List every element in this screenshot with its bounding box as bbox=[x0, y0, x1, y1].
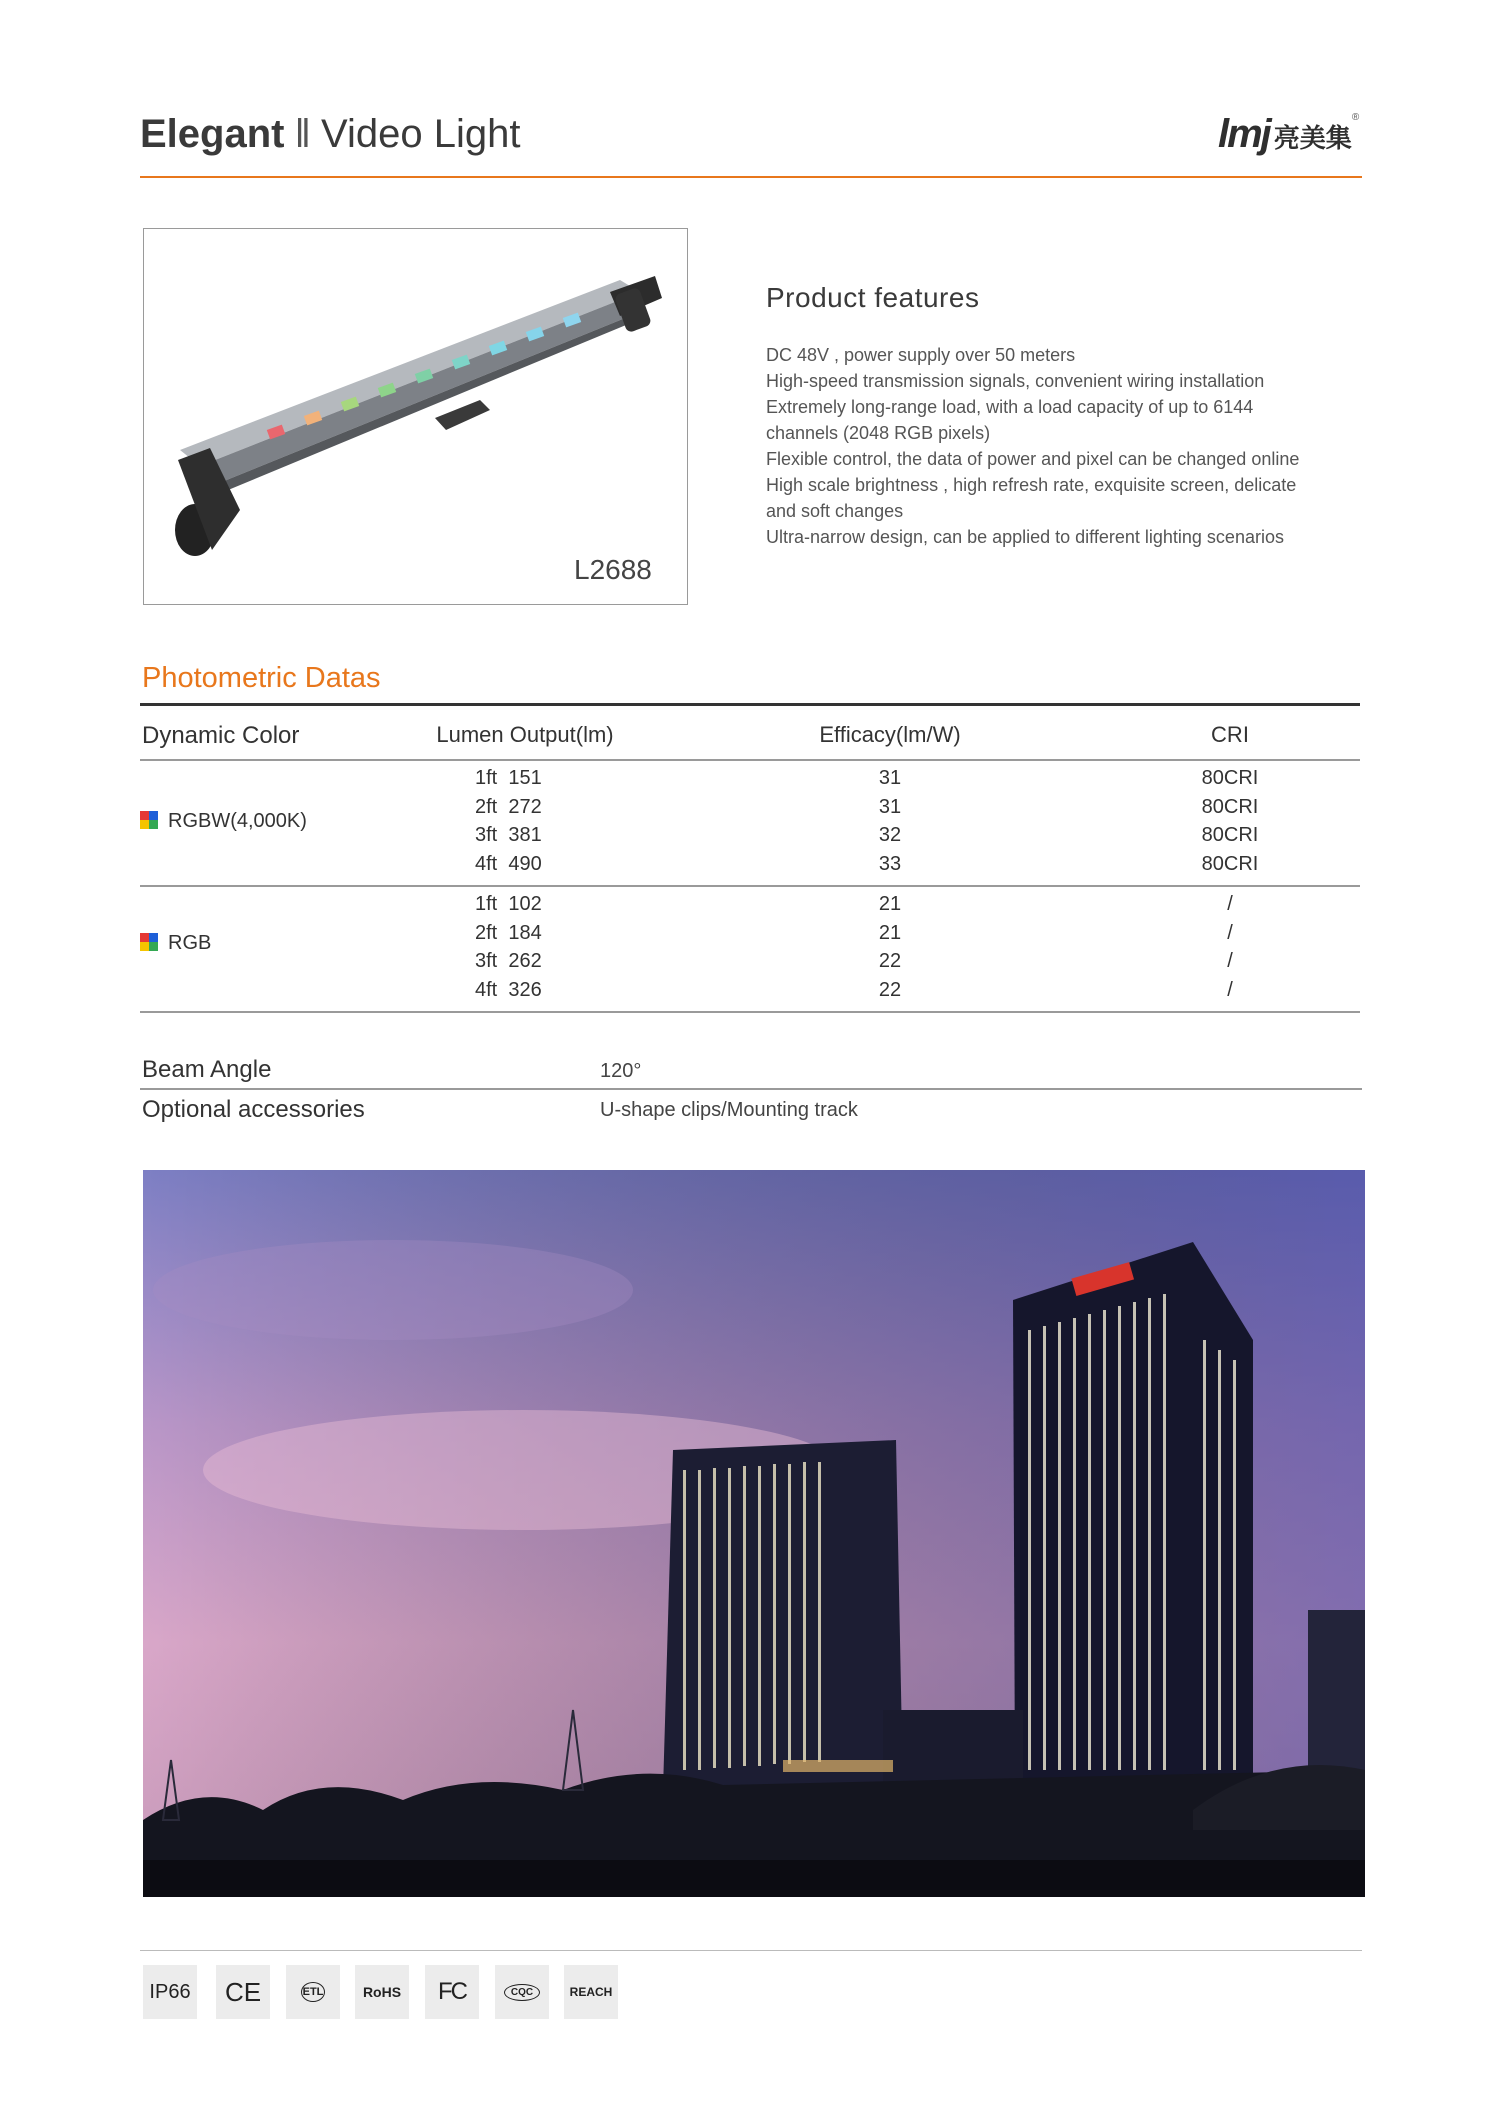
beam-angle-value: 120° bbox=[600, 1060, 642, 1082]
logo-registered: ® bbox=[1351, 112, 1360, 123]
cri-column-rgbw bbox=[1170, 764, 1290, 878]
cri-value: / bbox=[1227, 978, 1233, 1001]
page-title bbox=[140, 112, 520, 157]
cri-value: / bbox=[1227, 893, 1233, 915]
row-group-rgbw bbox=[140, 810, 307, 833]
features-heading: Product features bbox=[766, 282, 980, 313]
efficacy-value: 22 bbox=[878, 978, 902, 1001]
header-efficacy: Efficacy(lm/W) bbox=[819, 722, 961, 747]
feature-line: Flexible control, the data of power and pixel can be changed online bbox=[766, 449, 1300, 469]
fc-badge: FC bbox=[425, 1965, 479, 2019]
feature-line: High-speed transmission signals, convenient wiring installation bbox=[766, 371, 1265, 391]
lumen-column-rgbw bbox=[475, 764, 542, 878]
cri-value: 80CRI bbox=[1201, 767, 1259, 789]
efficacy-column-rgb bbox=[840, 890, 940, 1004]
table-group-rule bbox=[140, 885, 1360, 887]
cqc-mark-icon: CQC bbox=[504, 1984, 540, 2001]
feature-line: Ultra-narrow design, can be applied to different lighting scenarios bbox=[766, 527, 1284, 547]
feature-line: channels (2048 RGB pixels) bbox=[766, 423, 991, 443]
header-dynamic-color: Dynamic Color bbox=[142, 722, 300, 749]
ce-badge: CE bbox=[216, 1965, 270, 2019]
lumen-value: 3ft 381 bbox=[475, 824, 542, 846]
lumen-value: 4ft 490 bbox=[475, 852, 542, 875]
cri-column-rgb bbox=[1170, 890, 1290, 1004]
logo-mark: lmj bbox=[1218, 112, 1270, 156]
model-number: L2688 bbox=[574, 554, 652, 585]
table-header-rule bbox=[140, 759, 1360, 761]
cri-value: / bbox=[1227, 950, 1233, 972]
accessories-value: U-shape clips/Mounting track bbox=[600, 1099, 858, 1121]
header-cri: CRI bbox=[1211, 722, 1249, 747]
feature-line: Extremely long-range load, with a load capacity of up to 6144 bbox=[766, 397, 1254, 417]
lumen-value: 2ft 184 bbox=[475, 921, 542, 944]
led-pixels bbox=[267, 313, 581, 440]
header-divider bbox=[140, 176, 1362, 178]
feature-line: High scale brightness , high refresh rate, exquisite screen, delicate bbox=[766, 475, 1297, 495]
efficacy-value: 31 bbox=[878, 795, 902, 818]
cri-value: 80CRI bbox=[1201, 852, 1259, 875]
title-rest: Video Light bbox=[321, 112, 521, 156]
row-group-rgb bbox=[140, 932, 211, 955]
dynamic-color-label: RGB bbox=[168, 932, 212, 954]
cqc-badge bbox=[495, 1965, 549, 2019]
lumen-value: 3ft 262 bbox=[475, 950, 542, 972]
color-swatch-icon bbox=[140, 811, 158, 829]
color-swatch-icon bbox=[140, 933, 158, 951]
cri-value: 80CRI bbox=[1201, 795, 1259, 818]
photometric-heading: Photometric Datas bbox=[142, 662, 381, 694]
efficacy-value: 32 bbox=[878, 824, 902, 846]
lumen-value: 2ft 272 bbox=[475, 795, 542, 818]
specs-divider bbox=[140, 1088, 1362, 1090]
header-lumen-output: Lumen Output(lm) bbox=[436, 722, 614, 747]
efficacy-value: 22 bbox=[878, 950, 902, 972]
efficacy-value: 33 bbox=[878, 852, 902, 875]
logo-chinese: 亮美集 bbox=[1273, 123, 1352, 153]
cri-value: 80CRI bbox=[1201, 824, 1259, 846]
title-bold: Elegant bbox=[140, 112, 285, 156]
skyline-illustration bbox=[143, 1170, 1365, 1897]
efficacy-value: 21 bbox=[878, 893, 902, 915]
product-image bbox=[150, 250, 670, 570]
ip66-badge: IP66 bbox=[143, 1965, 197, 2019]
lumen-value: 1ft 102 bbox=[475, 893, 542, 915]
application-photo bbox=[143, 1170, 1365, 1897]
lumen-value: 4ft 326 bbox=[475, 978, 542, 1001]
etl-badge bbox=[286, 1965, 340, 2019]
dynamic-color-label: RGBW(4,000K) bbox=[168, 810, 307, 832]
table-bottom-rule bbox=[140, 1011, 1360, 1013]
reach-badge: REACH bbox=[564, 1965, 618, 2019]
rohs-badge: RoHS bbox=[355, 1965, 409, 2019]
brand-logo bbox=[1218, 112, 1359, 157]
accessories-label: Optional accessories bbox=[142, 1096, 365, 1123]
lumen-value: 1ft 151 bbox=[475, 767, 542, 789]
beam-angle-label: Beam Angle bbox=[142, 1056, 272, 1083]
efficacy-value: 31 bbox=[878, 767, 902, 789]
footer-divider bbox=[140, 1950, 1362, 1951]
features-list bbox=[766, 342, 1366, 550]
efficacy-value: 21 bbox=[878, 921, 902, 944]
table-top-rule bbox=[140, 703, 1360, 706]
cri-value: / bbox=[1227, 921, 1233, 944]
efficacy-column-rgbw bbox=[840, 764, 940, 878]
feature-line: and soft changes bbox=[766, 501, 904, 521]
lumen-column-rgb bbox=[475, 890, 542, 1004]
etl-mark-icon: ETL bbox=[301, 1982, 325, 2002]
feature-line: DC 48V , power supply over 50 meters bbox=[766, 345, 1076, 365]
title-separator: ‖ bbox=[294, 112, 312, 156]
